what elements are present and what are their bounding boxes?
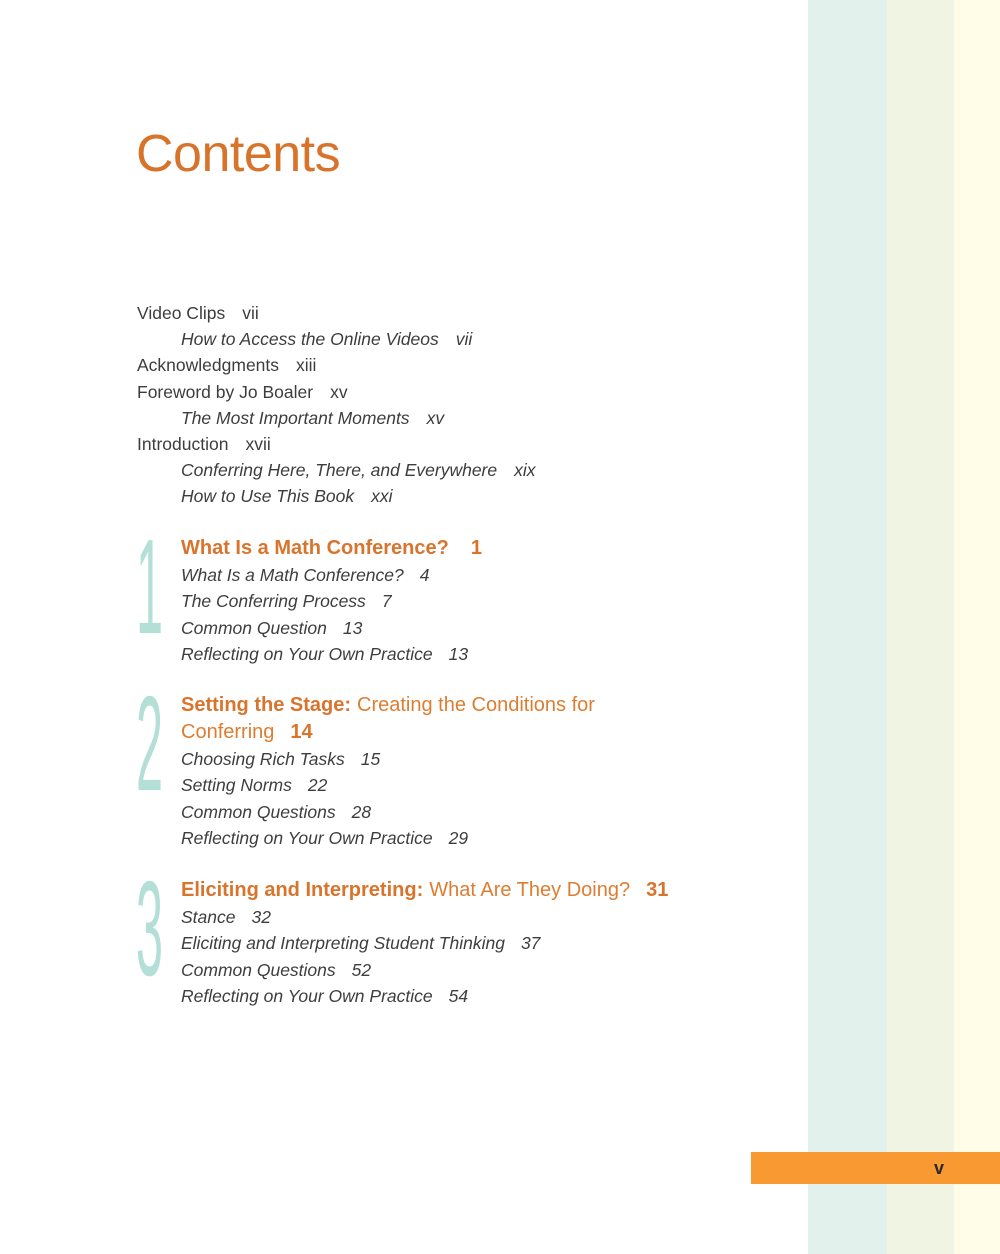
- front-matter-entry: [137, 379, 757, 405]
- chapter-toc-item: [181, 930, 761, 956]
- entry-label: Reflecting on Your Own Practice: [181, 985, 433, 1006]
- chapter-number-numeral: 3: [136, 853, 164, 1004]
- chapter-start-page: 1: [470, 537, 482, 559]
- front-matter-subentry: [137, 457, 757, 483]
- chapter-title-regular: Creating the Conditions for Conferring: [181, 694, 595, 743]
- entry-label: Setting Norms: [181, 775, 292, 796]
- front-matter-subentry: [137, 326, 757, 352]
- entry-label: Reflecting on Your Own Practice: [181, 827, 433, 848]
- color-band-green: [887, 0, 954, 1254]
- front-matter-subentry: [137, 483, 757, 509]
- entry-page: 13: [448, 643, 469, 664]
- front-matter-entry: [137, 352, 757, 378]
- entry-page: 37: [520, 933, 541, 954]
- chapter-title: [181, 692, 651, 746]
- chapter-toc-item: [181, 957, 761, 983]
- chapter-item-list: [181, 746, 651, 851]
- entry-label: Eliciting and Interpreting Student Thinking: [181, 933, 505, 954]
- entry-page: 22: [307, 775, 328, 796]
- front-matter-subentry: [137, 405, 757, 431]
- front-matter-entry: [137, 431, 757, 457]
- front-matter-list: [137, 300, 757, 510]
- chapter-toc-item: [181, 615, 761, 641]
- entry-page: 15: [360, 749, 381, 769]
- chapter-toc-item: [181, 588, 761, 614]
- chapter-2-block: [136, 668, 651, 851]
- chapter-title-regular: What Are They Doing?: [429, 879, 631, 901]
- chapter-number-numeral: 1: [136, 511, 164, 662]
- chapter-toc-item: [181, 825, 651, 851]
- entry-page: xxi: [371, 486, 393, 507]
- entry-label: The Conferring Process: [181, 591, 366, 612]
- entry-page: xv: [426, 407, 445, 428]
- chapter-toc-item: [181, 562, 761, 588]
- chapter-toc-item: [181, 904, 761, 930]
- chapter-toc-item: [181, 746, 651, 772]
- entry-page: vii: [455, 329, 473, 350]
- entry-page: 13: [342, 617, 363, 638]
- entry-page: 29: [448, 827, 469, 848]
- entry-label: Conferring Here, There, and Everywhere: [181, 460, 498, 481]
- entry-label: Common Question: [181, 617, 327, 638]
- entry-page: xvii: [245, 434, 271, 455]
- chapter-item-list: [181, 904, 761, 1009]
- entry-page: 52: [351, 959, 372, 980]
- page-number: v: [933, 1158, 944, 1178]
- chapter-toc-item: [181, 641, 761, 667]
- chapter-title: [181, 877, 761, 904]
- entry-page: 32: [251, 907, 271, 927]
- entry-page: xix: [514, 460, 536, 481]
- entry-label: The Most Important Moments: [181, 407, 410, 428]
- entry-page: vii: [242, 303, 259, 323]
- entry-label: Common Questions: [181, 801, 336, 822]
- chapter-toc-item: [181, 772, 651, 798]
- chapter-3-block: [136, 853, 761, 1009]
- entry-label: Introduction: [137, 434, 229, 455]
- chapter-toc-item: [181, 983, 761, 1009]
- entry-page: 7: [381, 591, 392, 612]
- folio-bar: [751, 1152, 1000, 1184]
- entry-page: 4: [419, 565, 430, 585]
- front-matter-entry: [137, 300, 757, 326]
- entry-label: Common Questions: [181, 959, 336, 980]
- chapter-start-page: 14: [290, 721, 313, 743]
- color-band-yellow: [954, 0, 1000, 1254]
- entry-page: 28: [351, 801, 372, 822]
- chapter-title-bold: What Is a Math Conference?: [181, 537, 449, 559]
- chapter-item-list: [181, 562, 761, 667]
- entry-label: Reflecting on Your Own Practice: [181, 643, 433, 664]
- entry-page: 54: [448, 985, 469, 1006]
- entry-label: How to Use This Book: [181, 486, 355, 507]
- entry-page: xv: [330, 381, 348, 402]
- entry-label: How to Access the Online Videos: [181, 329, 439, 350]
- entry-label: Choosing Rich Tasks: [181, 749, 345, 769]
- color-band-mint: [808, 0, 887, 1254]
- chapter-number-numeral: 2: [136, 668, 164, 819]
- chapter-title-bold: Setting the Stage:: [181, 694, 352, 716]
- entry-label: Foreword by Jo Boaler: [137, 381, 314, 402]
- chapter-toc-item: [181, 799, 651, 825]
- chapter-start-page: 31: [646, 879, 669, 901]
- chapter-title: [181, 535, 761, 562]
- entry-label: Acknowledgments: [137, 355, 280, 376]
- page-title: Contents: [136, 125, 341, 183]
- chapter-1-block: [136, 511, 761, 667]
- chapter-title-bold: Eliciting and Interpreting:: [181, 879, 424, 901]
- entry-label: Stance: [181, 907, 236, 927]
- entry-page: xiii: [296, 355, 317, 376]
- entry-label: What Is a Math Conference?: [181, 565, 404, 585]
- entry-label: Video Clips: [137, 303, 226, 323]
